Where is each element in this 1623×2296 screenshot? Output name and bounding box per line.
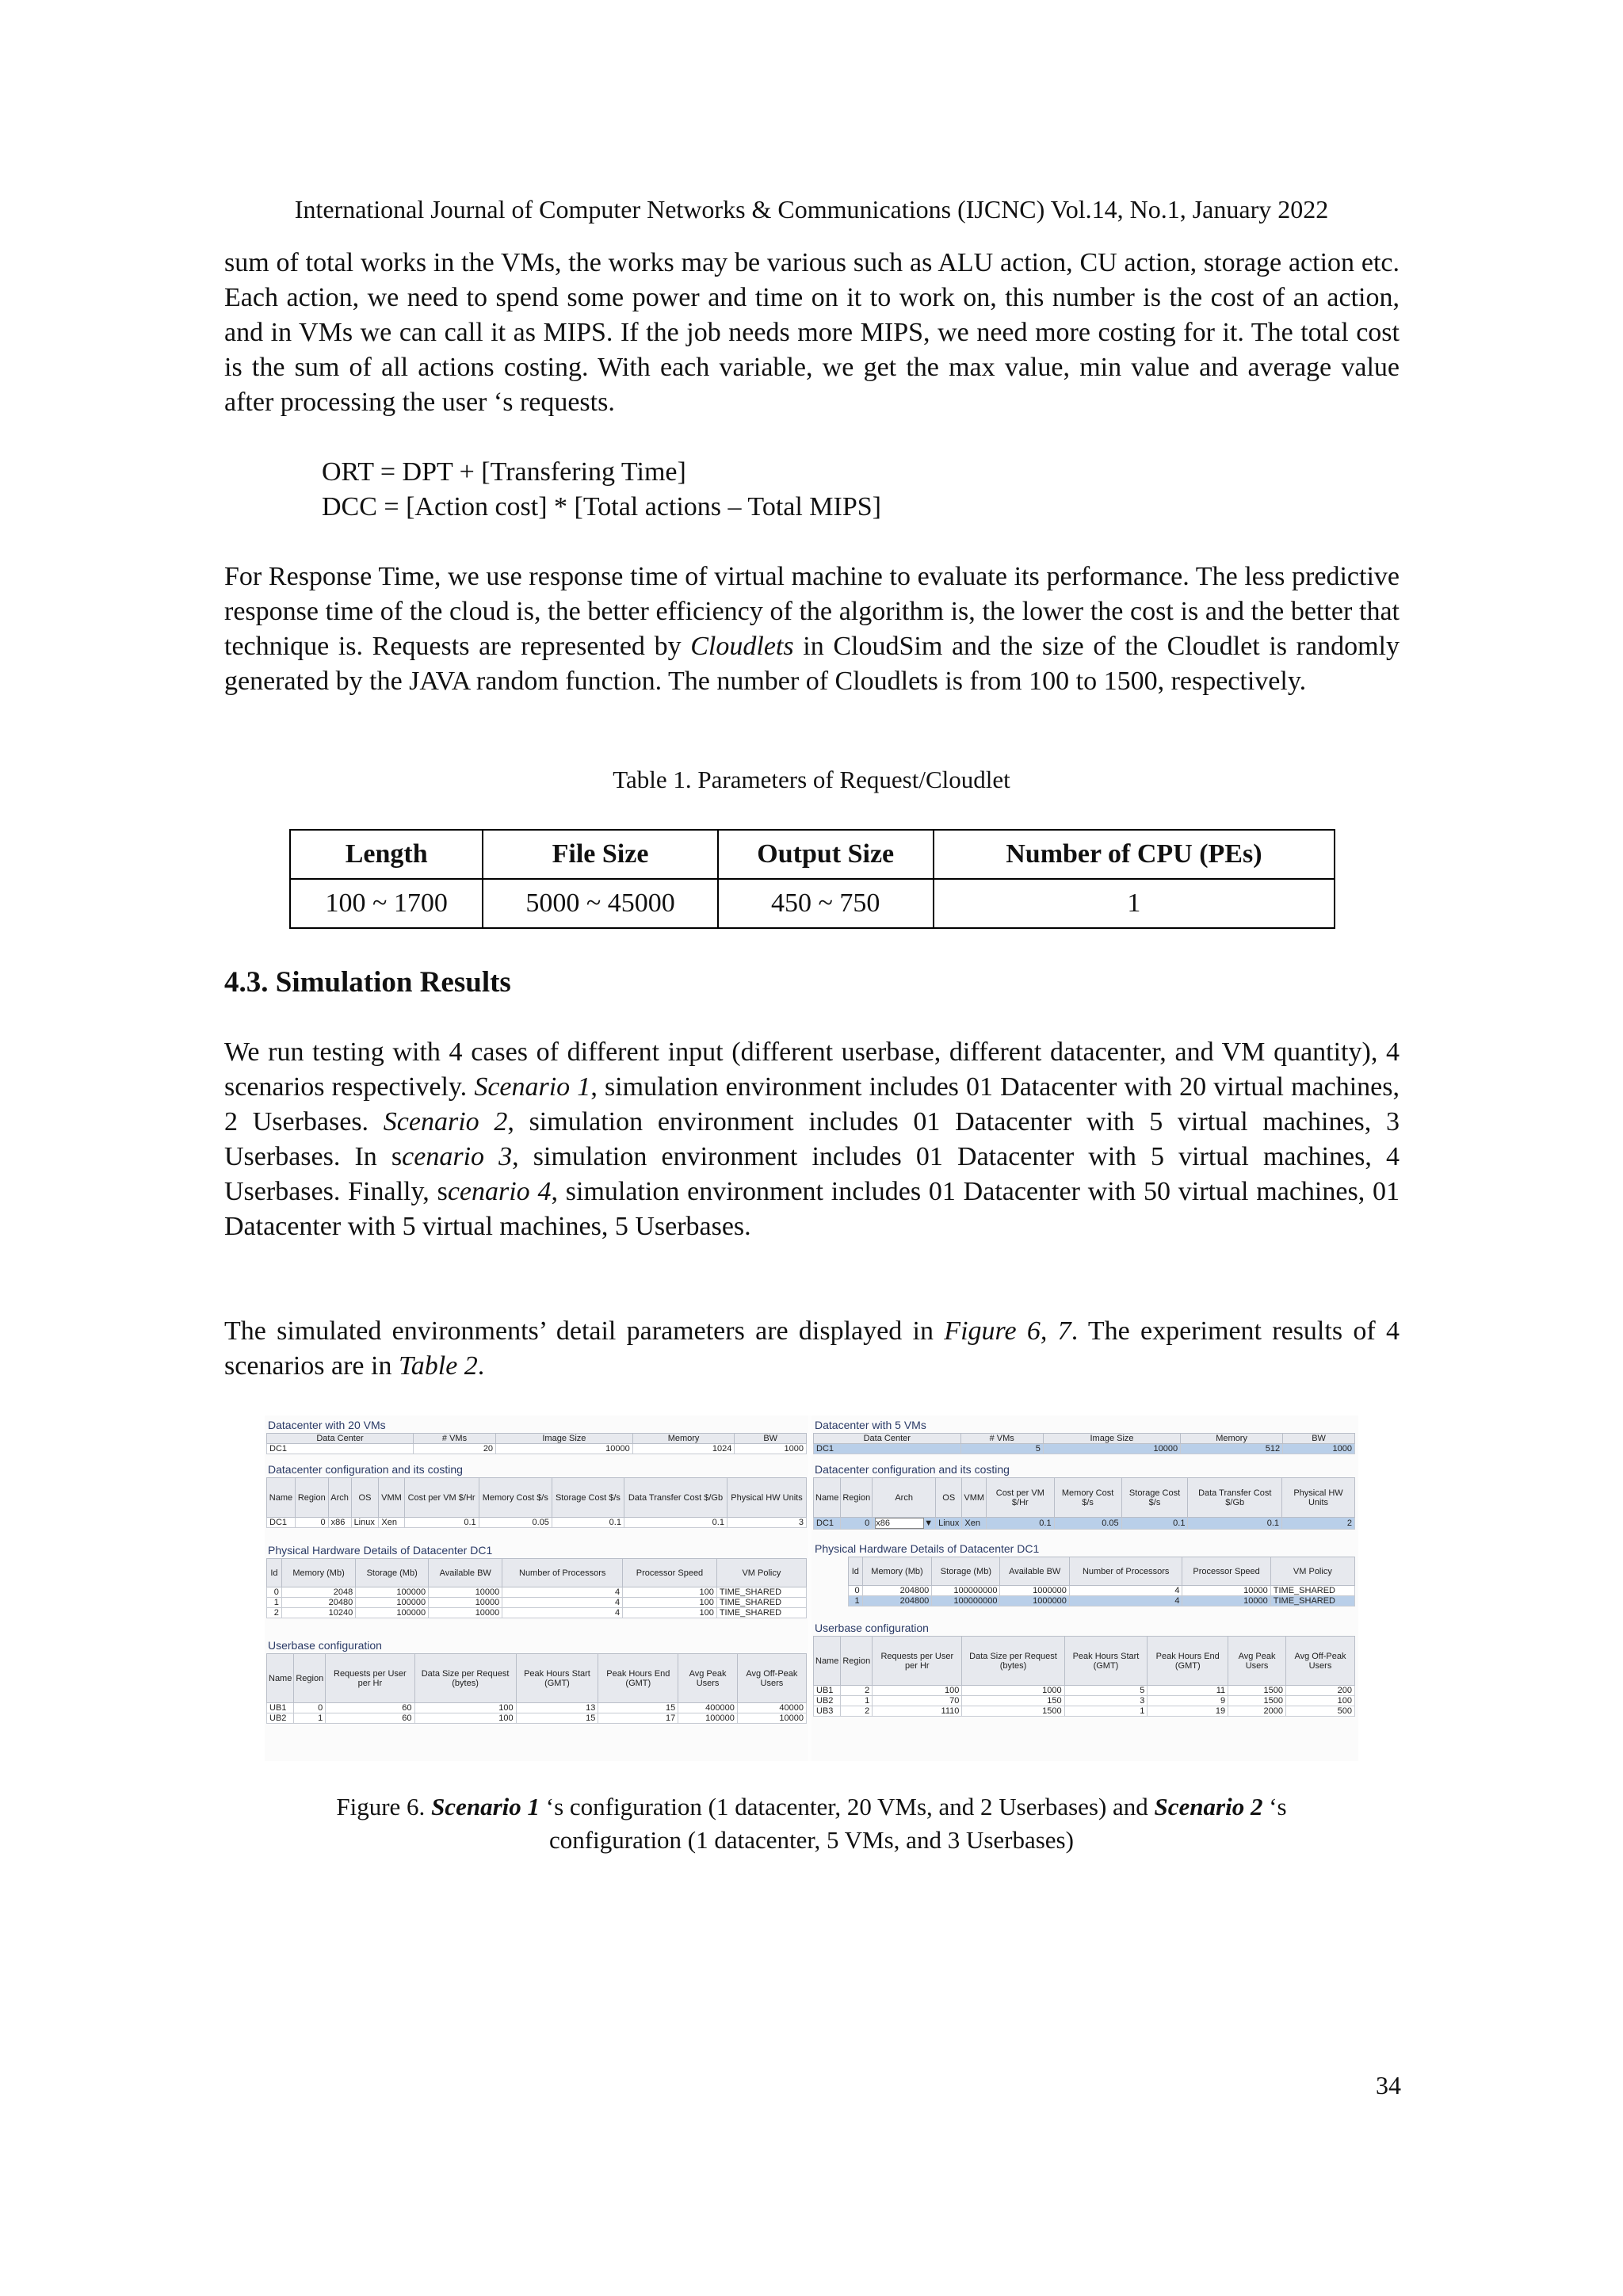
- table-header-row: [290, 830, 1335, 879]
- config-table: Name Region Arch OS VMM Cost per VM $/Hr Memory Cost $/s Storage Cost $/s Data Transfer Cost $/Gb Physical HW Units DC1 0 x86 Linux Xen 0.1 0.05 0.1 0.1 3: [266, 1477, 807, 1528]
- table-row[interactable]: 0 2048 100000 10000 4 100 TIME_SHARED: [267, 1587, 807, 1598]
- config-title: Datacenter configuration and its costing: [268, 1463, 463, 1476]
- cell-length: 100 ~ 1700: [290, 879, 483, 928]
- table-row[interactable]: DC1 20 10000 1024 1000: [267, 1444, 807, 1454]
- panel-title: Datacenter with 20 VMs: [268, 1419, 386, 1431]
- arch-dropdown[interactable]: x86 ▼: [873, 1518, 936, 1530]
- config-title: Datacenter configuration and its costing: [815, 1463, 1010, 1476]
- paragraph-scenarios: We run testing with 4 cases of different input (different userbase, different datacenter, and VM quantity), 4 scenarios respectively. Scenario 1, simulation environment includes 01 Datacenter with 20 virtual machines, 2 Userbases. Scenario 2, simulation environment includes 01 Datacenter with 5 virtual machines, 3 Userbases. In scenario 3, simulation environment includes 01 Datacenter with 5 virtual machines, 4 Userbases. Finally, scenario 4, simulation environment includes 01 Datacenter with 50 virtual machines, 01 Datacenter with 5 virtual machines, 5 Userbases.: [224, 1037, 1400, 1241]
- table-row[interactable]: DC1 0 x86 Linux Xen 0.1 0.05 0.1 0.1 3: [267, 1518, 807, 1528]
- panel-title: Datacenter with 5 VMs: [815, 1419, 926, 1431]
- cell-output-size: 450 ~ 750: [718, 879, 934, 928]
- table-row[interactable]: DC1 5 10000 512 1000: [814, 1444, 1355, 1454]
- table-row[interactable]: DC1 0 x86 ▼ Linux Xen 0.1 0.05 0.1 0.1 2: [814, 1518, 1355, 1530]
- userbase-title: Userbase configuration: [268, 1639, 382, 1652]
- table-row[interactable]: 1 204800 100000000 1000000 4 10000 TIME_SHARED: [849, 1596, 1355, 1606]
- paragraph-costing: sum of total works in the VMs, the works may be various such as ALU action, CU action, storage action etc. Each action, we need to spend some power and time on it to work on, this number is the cost of an action, and in VMs we can call it as MIPS. If the job needs more MIPS, we need more costing for it. The total cost is the sum of all actions costing. With each variable, we get the max value, min value and average value after processing the user ‘s requests.: [224, 248, 1400, 417]
- config-table: Name Region Arch OS VMM Cost per VM $/Hr Memory Cost $/s Storage Cost $/s Data Transfer Cost $/Gb Physical HW Units DC1 0 x86 ▼ Linux Xen 0.1 0.05 0.1 0.1 2: [813, 1477, 1355, 1530]
- formula-ort: ORT = DPT + [Transfering Time]: [322, 457, 686, 487]
- hw-title: Physical Hardware Details of Datacenter DC1: [815, 1542, 1040, 1555]
- chevron-down-icon: ▼: [924, 1519, 934, 1528]
- userbase-table: Name Region Requests per User per Hr Data Size per Request (bytes) Peak Hours Start (GMT) Peak Hours End (GMT) Avg Peak Users Avg Off-Peak Users UB1 2 100 1000 5 11 1500 200 UB2 1 70 150 3 9 1500 100 UB3 2 1110 1500 1 19 2000 500: [813, 1636, 1355, 1717]
- paragraph-figure-reference: The simulated environments’ detail parameters are displayed in Figure 6, 7. The experiment results of 4 scenarios are in Table 2.: [224, 1316, 1400, 1381]
- datacenter-table: Data Center # VMs Image Size Memory BW DC1 20 10000 1024 1000: [266, 1433, 807, 1454]
- table-row[interactable]: 2 10240 100000 10000 4 100 TIME_SHARED: [267, 1608, 807, 1618]
- table-row[interactable]: UB1 0 60 100 13 15 400000 40000: [267, 1703, 807, 1713]
- paragraph-response-time: For Response Time, we use response time of virtual machine to evaluate its performance. The less predictive response time of the cloud is, the better efficiency of the algorithm is, the lower the cost is and the better that technique is. Requests are represented by Cloudlets in CloudSim and the size of the Cloudlet is randomly generated by the JAVA random function. The number of Cloudlets is from 100 to 1500, respectively.: [224, 562, 1400, 696]
- table-row[interactable]: UB3 2 1110 1500 1 19 2000 500: [814, 1706, 1355, 1717]
- userbase-title: Userbase configuration: [815, 1622, 929, 1634]
- hardware-table: Id Memory (Mb) Storage (Mb) Available BW Number of Processors Processor Speed VM Policy 0 2048 100000 10000 4 100 TIME_SHARED 1 20480 100000 10000 4 100 TIME_SHARED 2 10240 100000 10000 4 100 TIME_SHARED: [266, 1558, 807, 1618]
- emphasis-cloudlets: Cloudlets: [690, 632, 794, 661]
- page-number: 34: [1376, 2071, 1401, 2099]
- table-row[interactable]: 1 20480 100000 10000 4 100 TIME_SHARED: [267, 1598, 807, 1608]
- table-row[interactable]: UB1 2 100 1000 5 11 1500 200: [814, 1686, 1355, 1696]
- figure-caption: Figure 6. Scenario 1 ‘s configuration (1 datacenter, 20 VMs, and 2 Userbases) and Scenario 2 ‘s configuration (1 datacenter, 5 VMs, and 3 Userbases): [336, 1793, 1287, 1854]
- figure-6-screenshot: [265, 1415, 1358, 1761]
- table-row[interactable]: UB2 1 60 100 15 17 100000 10000: [267, 1713, 807, 1724]
- cell-cpu: 1: [934, 879, 1335, 928]
- journal-header: International Journal of Computer Networks & Communications (IJCNC) Vol.14, No.1, January 2022: [294, 195, 1329, 223]
- table-row[interactable]: 0 204800 100000000 1000000 4 10000 TIME_SHARED: [849, 1586, 1355, 1596]
- header-output-size: Output Size: [718, 830, 934, 879]
- scenario-1-panel: [265, 1415, 808, 1761]
- userbase-table: Name Region Requests per User per Hr Data Size per Request (bytes) Peak Hours Start (GMT) Peak Hours End (GMT) Avg Peak Users Avg Off-Peak Users UB1 0 60 100 13 15 400000 40000 UB2 1 60 100 15 17 100000 10000: [266, 1653, 807, 1724]
- cell-file-size: 5000 ~ 45000: [483, 879, 717, 928]
- table-row: [290, 879, 1335, 928]
- hw-title: Physical Hardware Details of Datacenter DC1: [268, 1544, 493, 1557]
- header-file-size: File Size: [483, 830, 717, 879]
- table-caption: Table 1. Parameters of Request/Cloudlet: [613, 766, 1010, 793]
- table-row[interactable]: UB2 1 70 150 3 9 1500 100: [814, 1696, 1355, 1706]
- section-heading: 4.3. Simulation Results: [224, 966, 511, 999]
- formula-dcc: DCC = [Action cost] * [Total actions – Total MIPS]: [322, 492, 881, 521]
- datacenter-table: Data Center # VMs Image Size Memory BW DC1 5 10000 512 1000: [813, 1433, 1355, 1454]
- scenario-2-panel: [812, 1415, 1358, 1761]
- hardware-table: Id Memory (Mb) Storage (Mb) Available BW Number of Processors Processor Speed VM Policy 0 204800 100000000 1000000 4 10000 TIME_SHARED 1 204800 100000000 1000000 4 10000 TIME_SHARED: [848, 1557, 1355, 1606]
- header-length: Length: [290, 830, 483, 879]
- header-cpu: Number of CPU (PEs): [934, 830, 1335, 879]
- cloudlet-parameters-table: [289, 829, 1335, 929]
